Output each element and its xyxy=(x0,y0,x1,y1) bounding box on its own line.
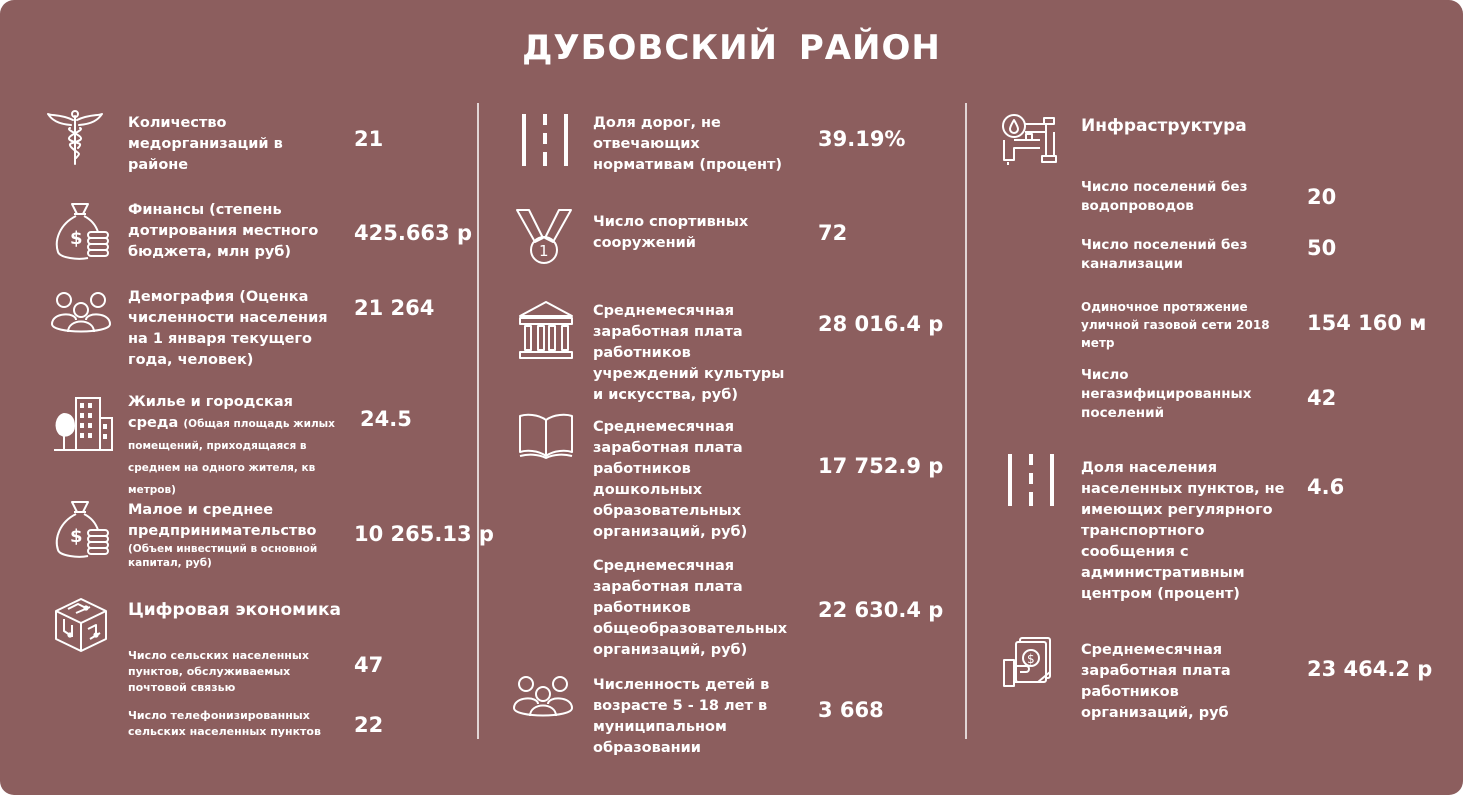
no-gas-value: 42 xyxy=(1307,386,1337,410)
med-orgs-label: Количество медорганизаций в районе xyxy=(128,115,283,173)
transport-label: Доля населения населенных пунктов, не имеющих регулярного транспортного сообщения с административным центром (процент) xyxy=(1081,460,1285,602)
postal-value: 47 xyxy=(354,653,384,677)
museum-icon xyxy=(516,300,576,360)
column-divider-right xyxy=(965,103,967,739)
transport-value: 4.6 xyxy=(1307,475,1345,499)
svg-text:$: $ xyxy=(1027,652,1035,666)
sport-label: Число спортивных сооружений xyxy=(593,214,749,251)
housing-title: Жилье и городская среда xyxy=(128,394,293,431)
circuit-cube-icon xyxy=(52,595,110,655)
column-divider-left xyxy=(477,103,479,739)
culture-salary-label: Среднемесячная заработная плата работников учреждений культуры и искусства, руб) xyxy=(593,303,785,403)
demography-label: Демография (Оценка численности населения на 1 января текущего года, человек) xyxy=(128,289,328,368)
people-icon xyxy=(50,290,112,336)
roads-label: Доля дорог, не отвечающих нормативам (процент) xyxy=(593,115,783,173)
road-icon xyxy=(520,112,570,168)
infrastructure-heading: Инфраструктура xyxy=(1081,116,1247,136)
business-note: (Объем инвестиций в основной капитал, руб) xyxy=(128,543,318,569)
housing-label xyxy=(128,392,338,501)
phone-label: Число телефонизированных сельских населенных пунктов xyxy=(128,709,321,738)
school-salary-label: Среднемесячная заработная плата работников общеобразовательных организаций, руб) xyxy=(593,558,788,658)
svg-text:$: $ xyxy=(70,526,83,547)
page-title: ДУБОВСКИЙ РАЙОН xyxy=(522,28,941,68)
money-bag-icon xyxy=(50,200,112,262)
housing-note: (Общая площадь жилых помещений, приходящаяся в среднем на одного жителя, кв метров) xyxy=(128,418,335,496)
business-title: Малое и среднее предпринимательство xyxy=(128,502,317,539)
no-water-value: 20 xyxy=(1307,185,1337,209)
cash-hand-icon xyxy=(1002,636,1058,688)
postal-label: Число сельских населенных пунктов, обслуживаемых почтовой связью xyxy=(128,649,309,694)
avg-salary-label: Среднемесячная заработная плата работников организаций, руб xyxy=(1081,642,1231,721)
roads-value: 39.19% xyxy=(818,127,906,151)
med-orgs-value: 21 xyxy=(354,127,384,151)
money-bag-icon xyxy=(50,498,112,560)
svg-text:1: 1 xyxy=(539,242,549,260)
gas-network-value: 154 160 м xyxy=(1307,311,1427,335)
svg-text:$: $ xyxy=(70,228,83,249)
finance-value: 425.663 р xyxy=(354,221,472,245)
avg-salary-value: 23 464.2 р xyxy=(1307,657,1433,681)
sport-value: 72 xyxy=(818,221,848,245)
culture-salary-value: 28 016.4 р xyxy=(818,312,944,336)
phone-value: 22 xyxy=(354,713,384,737)
medal-icon xyxy=(515,206,573,266)
water-pipe-icon xyxy=(1000,112,1058,166)
preschool-salary-value: 17 752.9 р xyxy=(818,454,944,478)
business-value: 10 265.13 р xyxy=(354,522,494,546)
children-value: 3 668 xyxy=(818,698,884,722)
business-label xyxy=(128,500,338,570)
building-icon xyxy=(52,394,114,452)
no-gas-label: Число негазифицированных поселений xyxy=(1081,367,1252,421)
road-icon xyxy=(1006,452,1056,508)
book-icon xyxy=(516,412,576,460)
gas-network-label: Одиночное протяжение уличной газовой сети 2018 метр xyxy=(1081,300,1270,350)
no-sewer-value: 50 xyxy=(1307,236,1337,260)
finance-label: Финансы (степень дотирования местного бюджета, млн руб) xyxy=(128,202,319,260)
digital-economy-heading: Цифровая экономика xyxy=(128,600,341,620)
school-salary-value: 22 630.4 р xyxy=(818,598,944,622)
demography-value: 21 264 xyxy=(354,296,435,320)
children-label: Численность детей в возрасте 5 - 18 лет в муниципальном образовании xyxy=(593,677,770,756)
people-icon xyxy=(512,674,574,720)
caduceus-icon xyxy=(46,108,104,166)
no-water-label: Число поселений без водопроводов xyxy=(1081,179,1248,214)
preschool-salary-label: Среднемесячная заработная плата работников дошкольных образовательных организаций, руб) xyxy=(593,419,748,540)
housing-value: 24.5 xyxy=(360,407,412,431)
no-sewer-label: Число поселений без канализации xyxy=(1081,237,1248,272)
